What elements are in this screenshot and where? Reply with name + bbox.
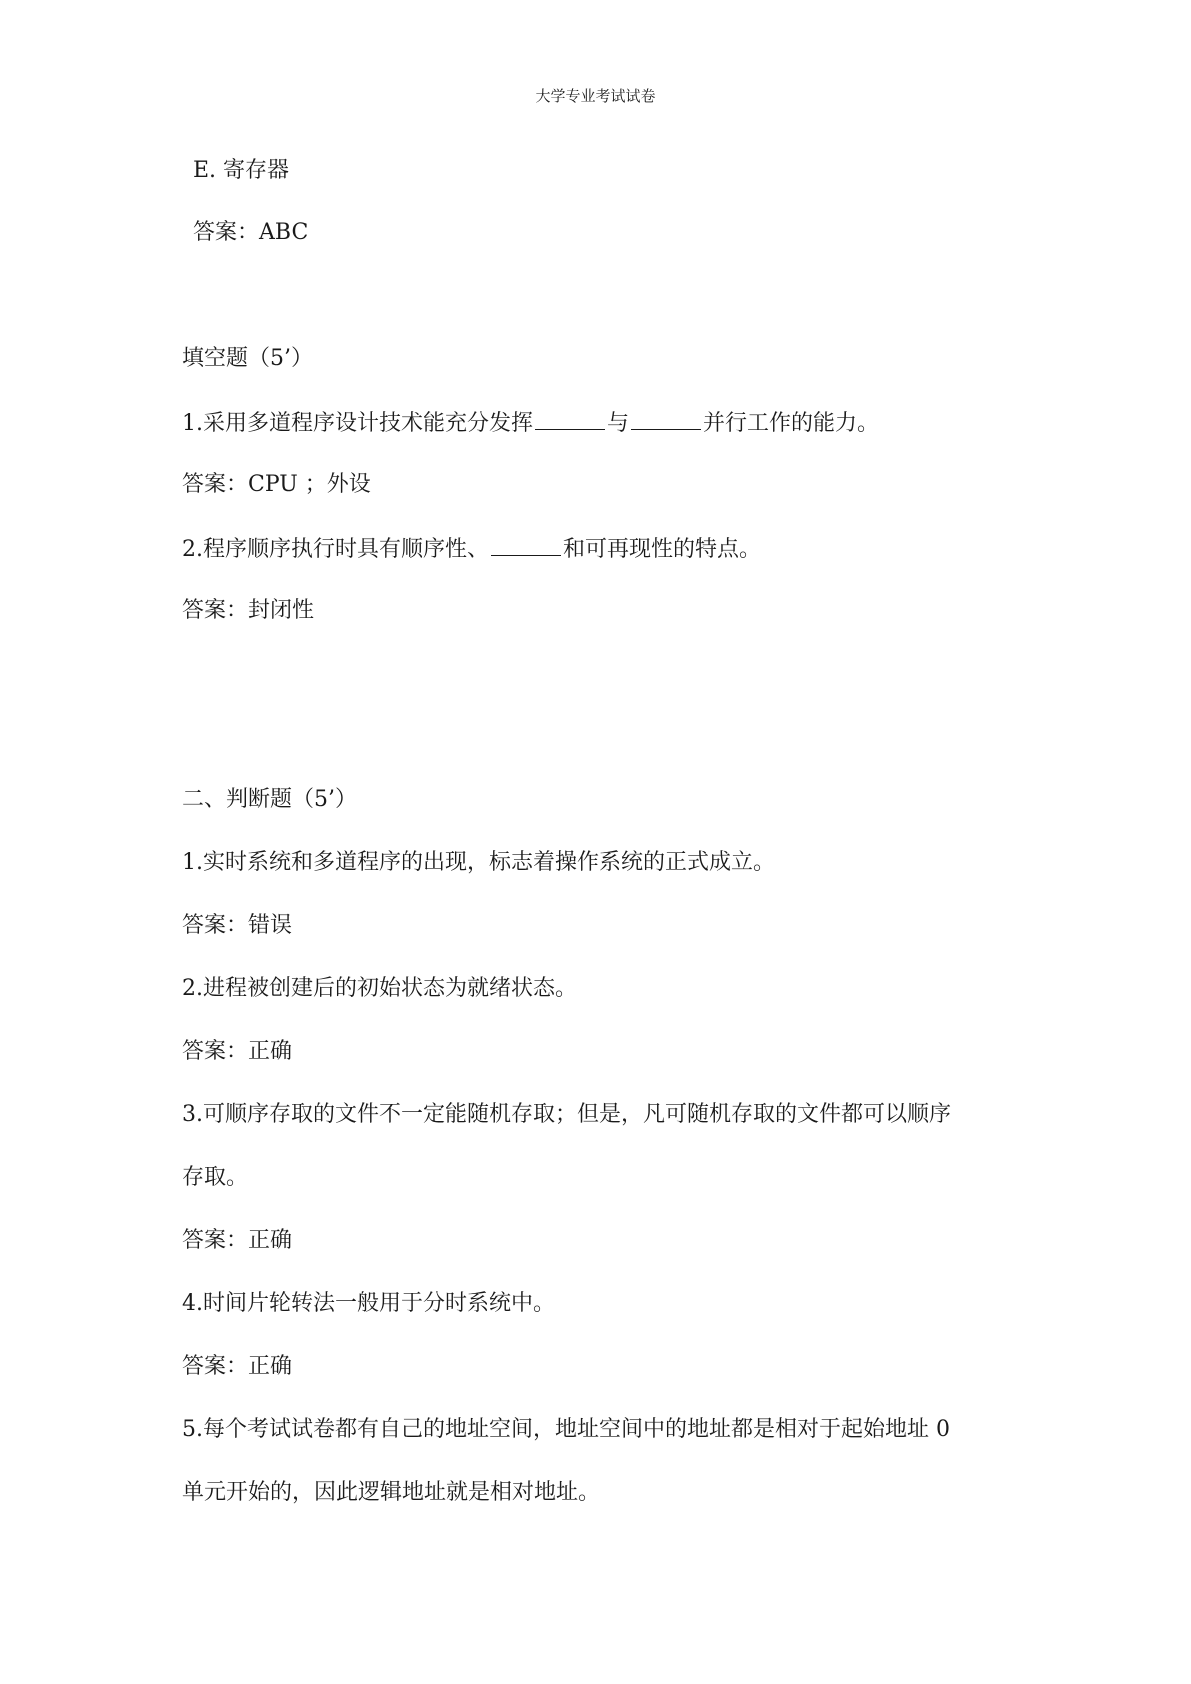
section-heading-true-false: 二、判断题（5’） xyxy=(182,787,357,812)
answer-line: 答案：错误 xyxy=(182,913,293,938)
answer-blank xyxy=(631,407,701,430)
answer-line: 答案：ABC xyxy=(193,220,309,245)
question-line-continued: 存取。 xyxy=(182,1165,249,1190)
answer-line: 答案：正确 xyxy=(182,1228,293,1253)
question-text: 与 xyxy=(607,411,630,436)
question-line: 4.时间片轮转法一般用于分时系统中。 xyxy=(182,1291,555,1316)
section-heading-fill-blank: 填空题（5’） xyxy=(182,346,313,371)
question-line: 5.每个考试试卷都有自己的地址空间，地址空间中的地址都是相对于起始地址 0 xyxy=(182,1417,950,1442)
question-line xyxy=(182,533,761,565)
question-line: 1.实时系统和多道程序的出现，标志着操作系统的正式成立。 xyxy=(182,850,775,875)
answer-line: 答案：封闭性 xyxy=(182,598,315,623)
question-text: 2.程序顺序执行时具有顺序性、 xyxy=(182,537,489,562)
page-header: 大学专业考试试卷 xyxy=(535,87,656,105)
question-line: 3.可顺序存取的文件不一定能随机存取；但是，凡可随机存取的文件都可以顺序 xyxy=(182,1102,951,1127)
question-text: 并行工作的能力。 xyxy=(703,411,880,436)
question-line: 2.进程被创建后的初始状态为就绪状态。 xyxy=(182,976,577,1001)
answer-blank xyxy=(535,407,605,430)
answer-line: 答案：CPU ；外设 xyxy=(182,472,371,497)
option-e: E. 寄存器 xyxy=(193,158,290,183)
question-line-continued: 单元开始的，因此逻辑地址就是相对地址。 xyxy=(182,1480,601,1505)
question-line xyxy=(182,407,879,439)
question-text: 1.采用多道程序设计技术能充分发挥 xyxy=(182,411,533,436)
question-text: 和可再现性的特点。 xyxy=(563,537,762,562)
answer-line: 答案：正确 xyxy=(182,1354,293,1379)
answer-blank xyxy=(491,533,561,556)
answer-line: 答案：正确 xyxy=(182,1039,293,1064)
